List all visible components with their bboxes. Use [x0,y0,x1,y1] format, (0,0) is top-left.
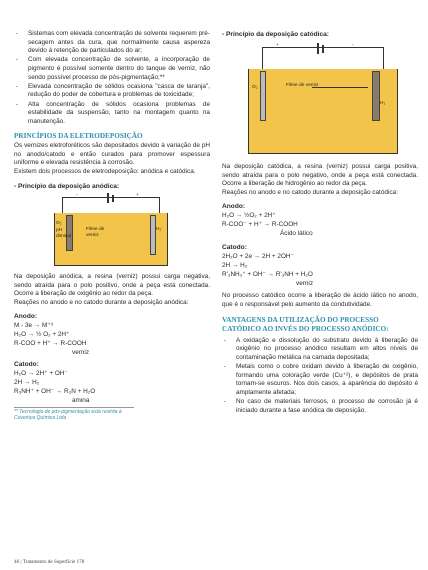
footnote: ** Tecnologia de pós-pigmentação está restrita à Coventya Química Ltda [14,407,134,421]
h2-label: H₂ [380,101,386,106]
anodic-paragraph: Na deposição anódica, a resina (verniz) possui carga negativa, sendo atraída para o polo positivo, onde a peça está conectada. Ocorre a liberação de oxigênio ao redor da peça. [14,273,210,298]
intro-paragraph: Os vernizes eletroforéticos são depositados devido à variação de pH no anodo/catodo e então curados para promover espessura uniforme e elevada resistência à corrosão. [14,141,210,167]
plus-sign: + [136,193,139,199]
lactic-paragraph: No processo catódico ocorre a liberação de ácido lático no anodo, que é o responsável pelo aumento da condutividade. [222,292,418,308]
anodo-label: Anodo: [14,312,38,320]
catodo-label: Catodo: [14,360,39,368]
cathode-part [372,71,380,121]
anodic-diagram [14,193,210,269]
left-column [14,30,210,421]
plus-sign: + [276,43,279,48]
equation-annotation: Ácido lático [280,230,313,238]
page-footer: 46 | Tratamento de Superfície 178 [14,559,85,565]
list-item: - Elevada concentração de sólidos ocasiona "casca de laranja", redução do poder de cobertura e problemas de toxicidade; [14,83,210,100]
minus-sign: - [352,43,354,48]
equation: R-COO⁻ + H⁺ → R-COOH [222,221,298,229]
battery-plate [317,43,319,54]
o2-label: O₂ [252,85,258,90]
cathodic-title: - Princípio da deposição catódica: [222,31,329,38]
intro-paragraph-2: Existem dois processos de eletrodeposição: anódica e catódica. [14,167,196,175]
o2-label: O₂ [56,221,62,227]
anodo-label: Anodo: [222,203,246,211]
h2-label: H₂ [156,227,162,233]
list-item: - No caso de materiais ferrosos, o processo de corrosão já é iniciado durante a fase anódica de deposição. [222,398,418,415]
equation: 2H₂O + 2e → 2H + 2OH⁻ [222,253,294,261]
cathodic-reactions-intro: Reações no anodo e no catodo durante a deposição catódica: [222,188,398,196]
ph-label: pH [56,228,63,234]
equation-annotation: amina [72,396,90,404]
equation: R₃NH⁺ + OH⁻ → R₃N + H₂O [14,387,96,395]
equation: 2H → H₂ [14,378,40,386]
anode-plate [260,71,266,121]
equation-annotation: verniz [296,280,314,288]
cathodic-diagram [222,43,418,159]
equation: H₂O → 2H⁺ + OH⁻ [14,369,68,377]
equation: R-COO + H⁺ → R-COOH [14,339,87,347]
equation: 2H → H₂ [222,262,248,270]
cathode-plate [150,215,156,255]
list-item: - Sistemas com elevada concentração de solvente requerem pré-secagem antes da cura, que normalmente causa aspereza devido à retenção de particulados do ar; [14,30,210,56]
battery-plate [322,45,324,53]
section-title-vantagens: VANTAGENS DA UTILIZAÇÃO DO PROCESSO CATÓDICO AO INVÉS DO PROCESSO ANÓDICO: [222,315,389,334]
equation: H₂O → ½ O₂ + 2H⁺ [14,330,70,338]
list-item: - Com elevada concentração de solvente, a incorporação de pigmento é possível somente dentro do tanque de verniz, não sendo possível processo de pós-pigmentação;** [14,56,210,82]
film-label: Filme de verniz [286,83,319,88]
ph-decrease-label: diminui [56,234,72,240]
minus-sign: - [76,193,78,199]
anodic-reactions-intro: Reações no anodo e no catodo durante a deposição anódica: [14,299,189,307]
equation: H₂O → ½O₂ + 2H⁺ [222,212,276,220]
battery-plate [112,195,114,202]
list-item: - Alta concentração de sólidos ocasiona problemas de estabilidade da suspensão, tanto na montagem quanto na manutenção. [14,101,210,127]
equation-annotation: verniz [72,348,90,356]
battery-plate [107,193,109,203]
right-bullet-list [222,337,418,416]
cathodic-paragraph: Na deposição catódica, a resina (verniz) possui carga positiva, sendo atraída para o polo negativo, onde a peça está conectada. Ocorre a liberação de hidrogênio ao redor da peça. [222,163,418,188]
right-column [222,30,418,416]
equation: M - 3e → M⁺³ [14,321,53,329]
list-item: - A oxidação e dissolução do substrato devido à liberação de oxigênio no processo anódico resultam em altos níveis de contaminação metálica na camada depositada; [222,337,418,363]
film-layer [312,87,368,88]
catodo-label: Catodo: [222,244,247,252]
left-bullet-list [14,30,210,126]
list-item: - Metais como o cobre oxidam devido à liberação de oxigênio, formando uma coloração verde (Cu⁺²), e depósitos de prata tornam-se escuros. Nos dois casos, a aparência do depósito é amplamente afetada; [222,363,418,397]
equation: R'₃NH₃⁺ + OH⁻ → R'₃NH + H₂O [222,271,313,279]
film-label: Filme de verniz [86,227,105,238]
anodic-title: - Princípio da deposição anódica: [14,183,120,191]
section-title-eletrodeposicao: PRINCÍPIOS DA ELETRODEPOSIÇÃO [14,132,143,141]
